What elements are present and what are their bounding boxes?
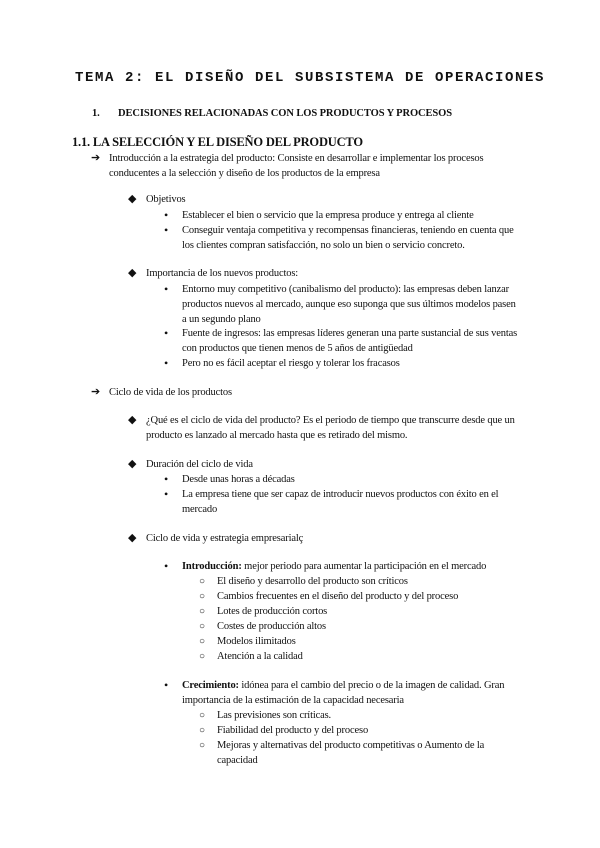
- circle-bullet-icon: ○: [199, 725, 206, 736]
- circle-bullet-icon: ○: [199, 591, 206, 602]
- circle-bullet-icon: ○: [199, 651, 206, 662]
- diamond-bullet-icon: ◆: [128, 532, 137, 544]
- objetivos-item: Establecer el bien o servicio que la empresa produce y entrega al cliente: [182, 210, 474, 221]
- objetivos-item: Conseguir ventaja competitiva y recompensas financieras, teniendo en cuenta que los clientes compran satisfacción, no solo un bien o servicio concreto.: [182, 225, 514, 251]
- introduccion-term: Introducción:: [182, 561, 242, 572]
- dot-bullet-icon: •: [164, 223, 169, 237]
- crecimiento-term: Crecimiento:: [182, 680, 239, 691]
- crecimiento-desc: idónea para el cambio del precio o de la imagen de calidad. Gran importancia de la estimación de la capacidad necesaria: [182, 680, 505, 706]
- dot-bullet-icon: •: [164, 282, 169, 296]
- importancia-item: Pero no es fácil aceptar el riesgo y tolerar los fracasos: [182, 358, 400, 369]
- duracion-item: La empresa tiene que ser capaz de introducir nuevos productos con éxito en el mercado: [182, 489, 499, 515]
- dot-bullet-icon: •: [164, 487, 169, 501]
- dot-bullet-icon: •: [164, 678, 169, 692]
- diamond-bullet-icon: ◆: [128, 267, 137, 279]
- circle-bullet-icon: ○: [199, 740, 206, 751]
- section-1-1-heading: 1.1. LA SELECCIÓN Y EL DISEÑO DEL PRODUCTO: [72, 135, 363, 149]
- crecimiento-item: Fiabilidad del producto y del proceso: [217, 725, 369, 736]
- crecimiento-item: Las previsiones son críticas.: [217, 710, 332, 721]
- introduccion-item: Atención a la calidad: [217, 651, 303, 662]
- crecimiento-line: [182, 678, 522, 708]
- introduccion-item: Costes de producción altos: [217, 621, 326, 632]
- section-1-heading: [92, 108, 452, 119]
- arrow-bullet-icon: ➔: [91, 386, 101, 398]
- arrow-bullet-icon: ➔: [91, 152, 101, 164]
- dot-bullet-icon: •: [164, 559, 169, 573]
- document-title: TEMA 2: EL DISEÑO DEL SUBSISTEMA DE OPERACIONES: [75, 70, 546, 86]
- diamond-bullet-icon: ◆: [128, 414, 137, 426]
- dot-bullet-icon: •: [164, 356, 169, 370]
- dot-bullet-icon: •: [164, 326, 169, 340]
- duracion-label: Duración del ciclo de vida: [146, 459, 253, 470]
- estrategia-label: Ciclo de vida y estrategia empresarialç: [146, 533, 304, 544]
- circle-bullet-icon: ○: [199, 606, 206, 617]
- circle-bullet-icon: ○: [199, 621, 206, 632]
- introduccion-item: Modelos ilimitados: [217, 636, 296, 647]
- crecimiento-item: Mejoras y alternativas del producto competitivas o Aumento de la capacidad: [217, 740, 485, 766]
- introduccion-line: [182, 559, 522, 574]
- dot-bullet-icon: •: [164, 208, 169, 222]
- section-1-title: DECISIONES RELACIONADAS CON LOS PRODUCTOS Y PROCESOS: [118, 108, 452, 119]
- que-es-text: ¿Qué es el ciclo de vida del producto? Es el periodo de tiempo que transcurre desde que un producto es lanzado al mercado hasta que es retirado del mismo.: [146, 415, 515, 441]
- ciclo-label: Ciclo de vida de los productos: [109, 387, 232, 398]
- introduccion-item: Lotes de producción cortos: [217, 606, 328, 617]
- diamond-bullet-icon: ◆: [128, 193, 137, 205]
- circle-bullet-icon: ○: [199, 710, 206, 721]
- introduccion-desc: mejor periodo para aumentar la participación en el mercado: [241, 561, 487, 572]
- circle-bullet-icon: ○: [199, 576, 206, 587]
- diamond-bullet-icon: ◆: [128, 458, 137, 470]
- section-1-number: 1.: [92, 108, 100, 119]
- importancia-label: Importancia de los nuevos productos:: [146, 268, 299, 279]
- introduccion-item: Cambios frecuentes en el diseño del producto y del proceso: [217, 591, 459, 602]
- importancia-item: Entorno muy competitivo (canibalismo del producto): las empresas deben lanzar productos nuevos al mercado, aunque eso suponga que sus últimos modelos pasen a un segundo plano: [182, 284, 516, 325]
- intro-text: Introducción a la estrategia del producto: Consiste en desarrollar e implementar los procesos conducentes a la selección y diseño de los productos de la empresa: [109, 153, 484, 179]
- objetivos-label: Objetivos: [146, 194, 186, 205]
- duracion-item: Desde unas horas a décadas: [182, 474, 295, 485]
- circle-bullet-icon: ○: [199, 636, 206, 647]
- introduccion-item: El diseño y desarrollo del producto son críticos: [217, 576, 408, 587]
- dot-bullet-icon: •: [164, 472, 169, 486]
- importancia-item: Fuente de ingresos: las empresas líderes generan una parte sustancial de sus ventas con productos que tienen menos de 5 años de antigüedad: [182, 328, 518, 354]
